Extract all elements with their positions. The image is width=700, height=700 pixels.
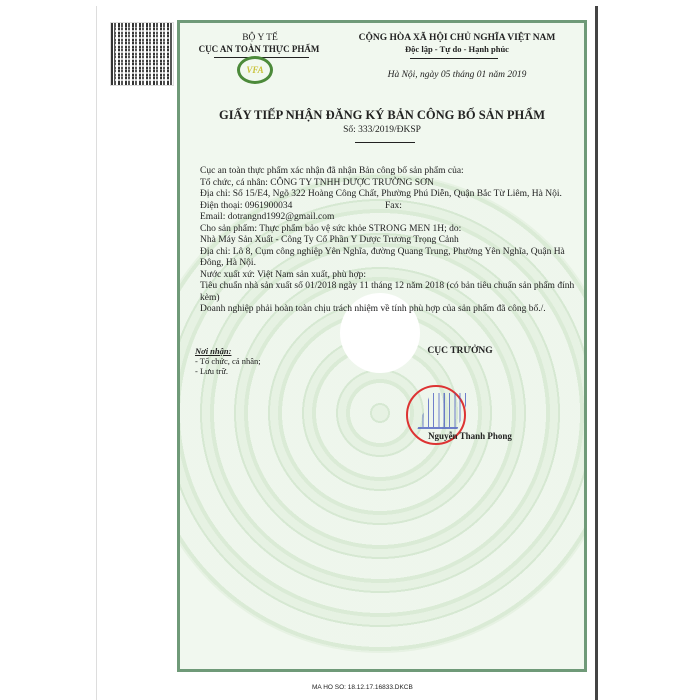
certificate-frame	[177, 20, 587, 672]
signer-title: CỤC TRƯỞNG	[427, 346, 493, 356]
qr-code	[110, 22, 174, 86]
document-title: GIẤY TIẾP NHẬN ĐĂNG KÝ BẢN CÔNG BỐ SẢN PHẨM	[218, 108, 546, 122]
divider	[355, 142, 415, 143]
recipients: Nơi nhận: - Tổ chức, cá nhân; - Lưu trữ.	[195, 346, 261, 376]
intro: Cục an toàn thực phẩm xác nhận đã nhận Bản công bố sản phẩm của:	[200, 166, 464, 176]
responsibility: Doanh nghiệp phải hoàn toàn chịu trách nhiệm về tính phù hợp của sản phẩm đã công bố./.	[200, 304, 546, 314]
vfa-logo: VFA	[237, 56, 273, 84]
phone-fax: Điện thoại: 0961900034 Fax:	[200, 200, 402, 211]
manufacturer: Nhà Máy Sản Xuất - Công Ty Cổ Phần Y Dược Trương Trọng Cảnh	[200, 235, 459, 245]
signer-name: Nguyễn Thanh Phong	[428, 431, 512, 441]
organization: Tổ chức, cá nhân: CÔNG TY TNHH DƯỢC TRƯỜNG SƠN	[200, 177, 434, 188]
country-name: CỘNG HÒA XÃ HỘI CHỦ NGHĨA VIỆT NAM	[358, 33, 556, 43]
motto: Độc lập - Tự do - Hạnh phúc	[405, 44, 509, 54]
ministry: BỘ Y TẾ	[242, 33, 278, 43]
place-date: Hà Nội, ngày 05 tháng 01 năm 2019	[387, 70, 527, 80]
document-number: Số: 333/2019/ĐKSP	[343, 125, 421, 135]
dossier-code: MA HO SO: 18.12.17.16833.DKCB	[312, 684, 413, 691]
address: Địa chỉ: Số 15/E4, Ngõ 322 Hoàng Công Chất, Phường Phú Diễn, Quận Bắc Từ Liêm, Hà Nội.	[200, 189, 562, 199]
standard: Tiêu chuẩn nhà sản xuất số 01/2018 ngày 11 tháng 12 năm 2018 (có bản tiêu chuẩn sản phẩm đính kèm)	[200, 281, 575, 303]
divider	[410, 58, 498, 59]
manufacturer-address: Địa chỉ: Lô 8, Cụm công nghiệp Yên Nghĩa, đường Quang Trung, Phường Yên Nghĩa, Quận Hà Đông, Hà Nội.	[200, 246, 565, 268]
agency: CỤC AN TOÀN THỰC PHẨM	[198, 44, 320, 54]
origin: Nước xuất xứ: Việt Nam sản xuất, phù hợp:	[200, 269, 367, 280]
product: Cho sản phẩm: Thực phẩm bảo vệ sức khỏe STRONG MEN 1H; do:	[200, 223, 462, 234]
certificate-body	[200, 166, 575, 316]
email: Email: dotrangnd1992@gmail.com	[200, 212, 335, 222]
